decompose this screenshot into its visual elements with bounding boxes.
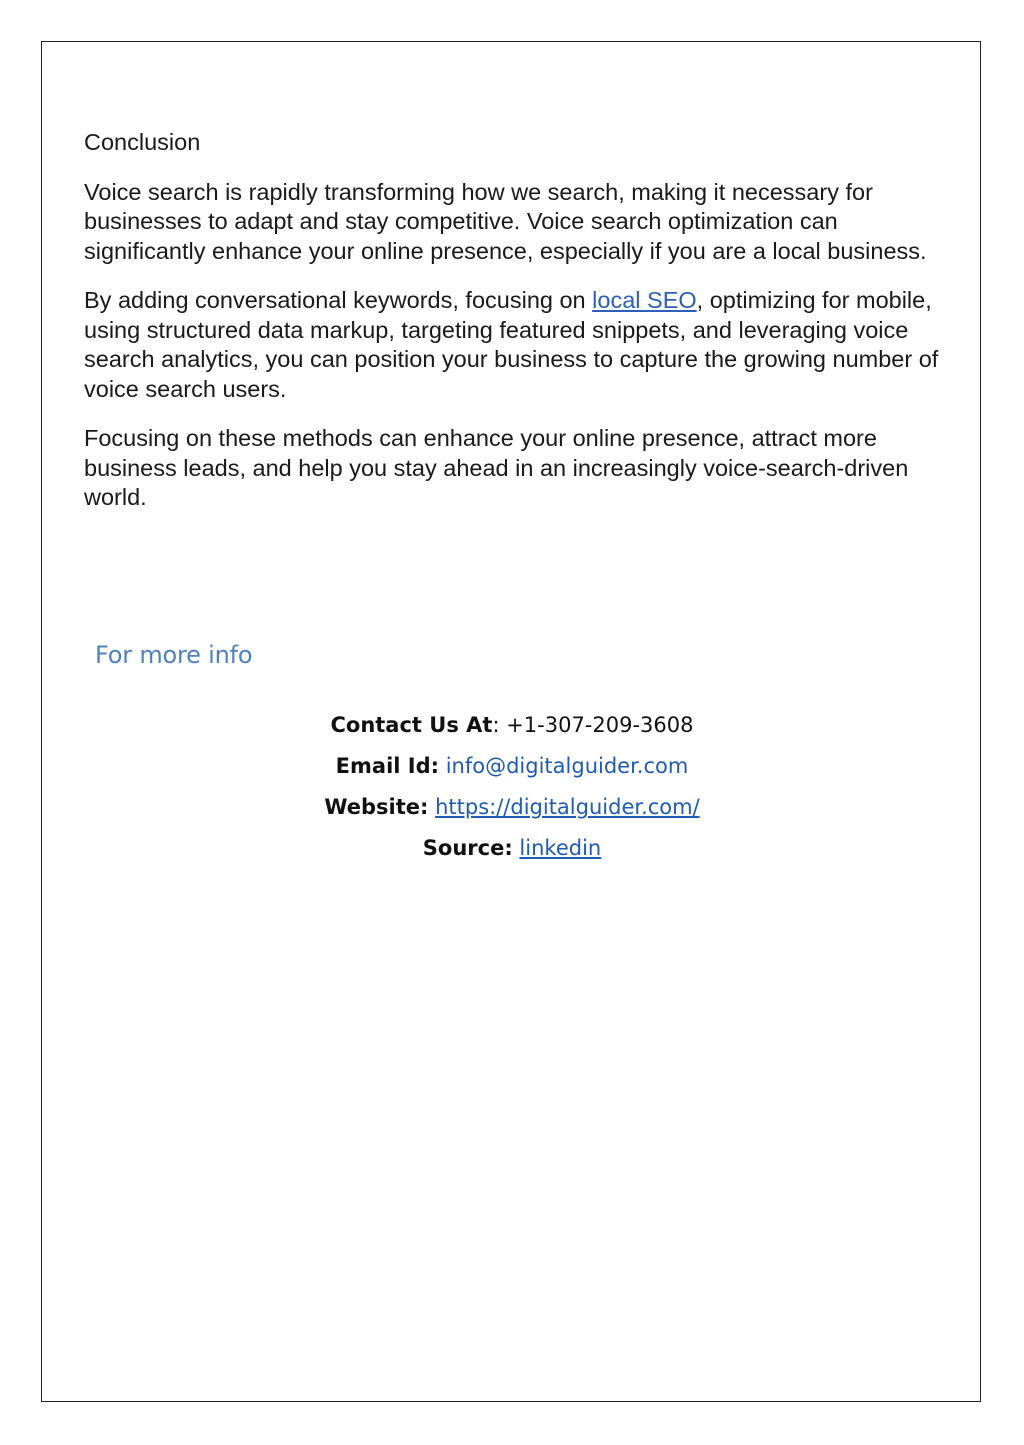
contact-phone-line [0, 705, 1024, 746]
source-line [0, 828, 1024, 869]
website-line [0, 787, 1024, 828]
contact-phone: : +1-307-209-3608 [492, 713, 694, 737]
conclusion-heading: Conclusion [84, 129, 201, 155]
paragraph-methods-text-2: , optimizing for mobile, using structured data markup, targeting featured snippets, and leveraging voice search analytics, you can position your business to capture the growing number of voice search users. [84, 287, 939, 402]
paragraph-intro: Voice search is rapidly transforming how we search, making it necessary for businesses to adapt and stay competitive. Voice search optimization can significantly enhance your online presence, especially if you are a local business. [84, 178, 927, 264]
email-label: Email Id: [335, 754, 440, 778]
website-link[interactable]: https://digitalguider.com/ [435, 795, 700, 819]
contact-block [0, 705, 1024, 869]
email-link[interactable]: info@digitalguider.com [445, 754, 689, 778]
paragraph-methods-text-1: By adding conversational keywords, focusing on [84, 287, 593, 313]
contact-label: Contact Us At [330, 713, 493, 737]
email-line [0, 746, 1024, 787]
more-info-heading: For more info [95, 641, 253, 669]
source-link[interactable]: linkedin [519, 836, 602, 860]
local-seo-link[interactable]: local SEO [592, 287, 697, 313]
source-label: Source: [422, 836, 513, 860]
document-body [84, 128, 954, 533]
paragraph-methods [84, 286, 954, 404]
paragraph-closing: Focusing on these methods can enhance your online presence, attract more business leads, and help you stay ahead in an increasingly voice-search-driven world. [84, 425, 909, 510]
website-label: Website: [324, 795, 429, 819]
